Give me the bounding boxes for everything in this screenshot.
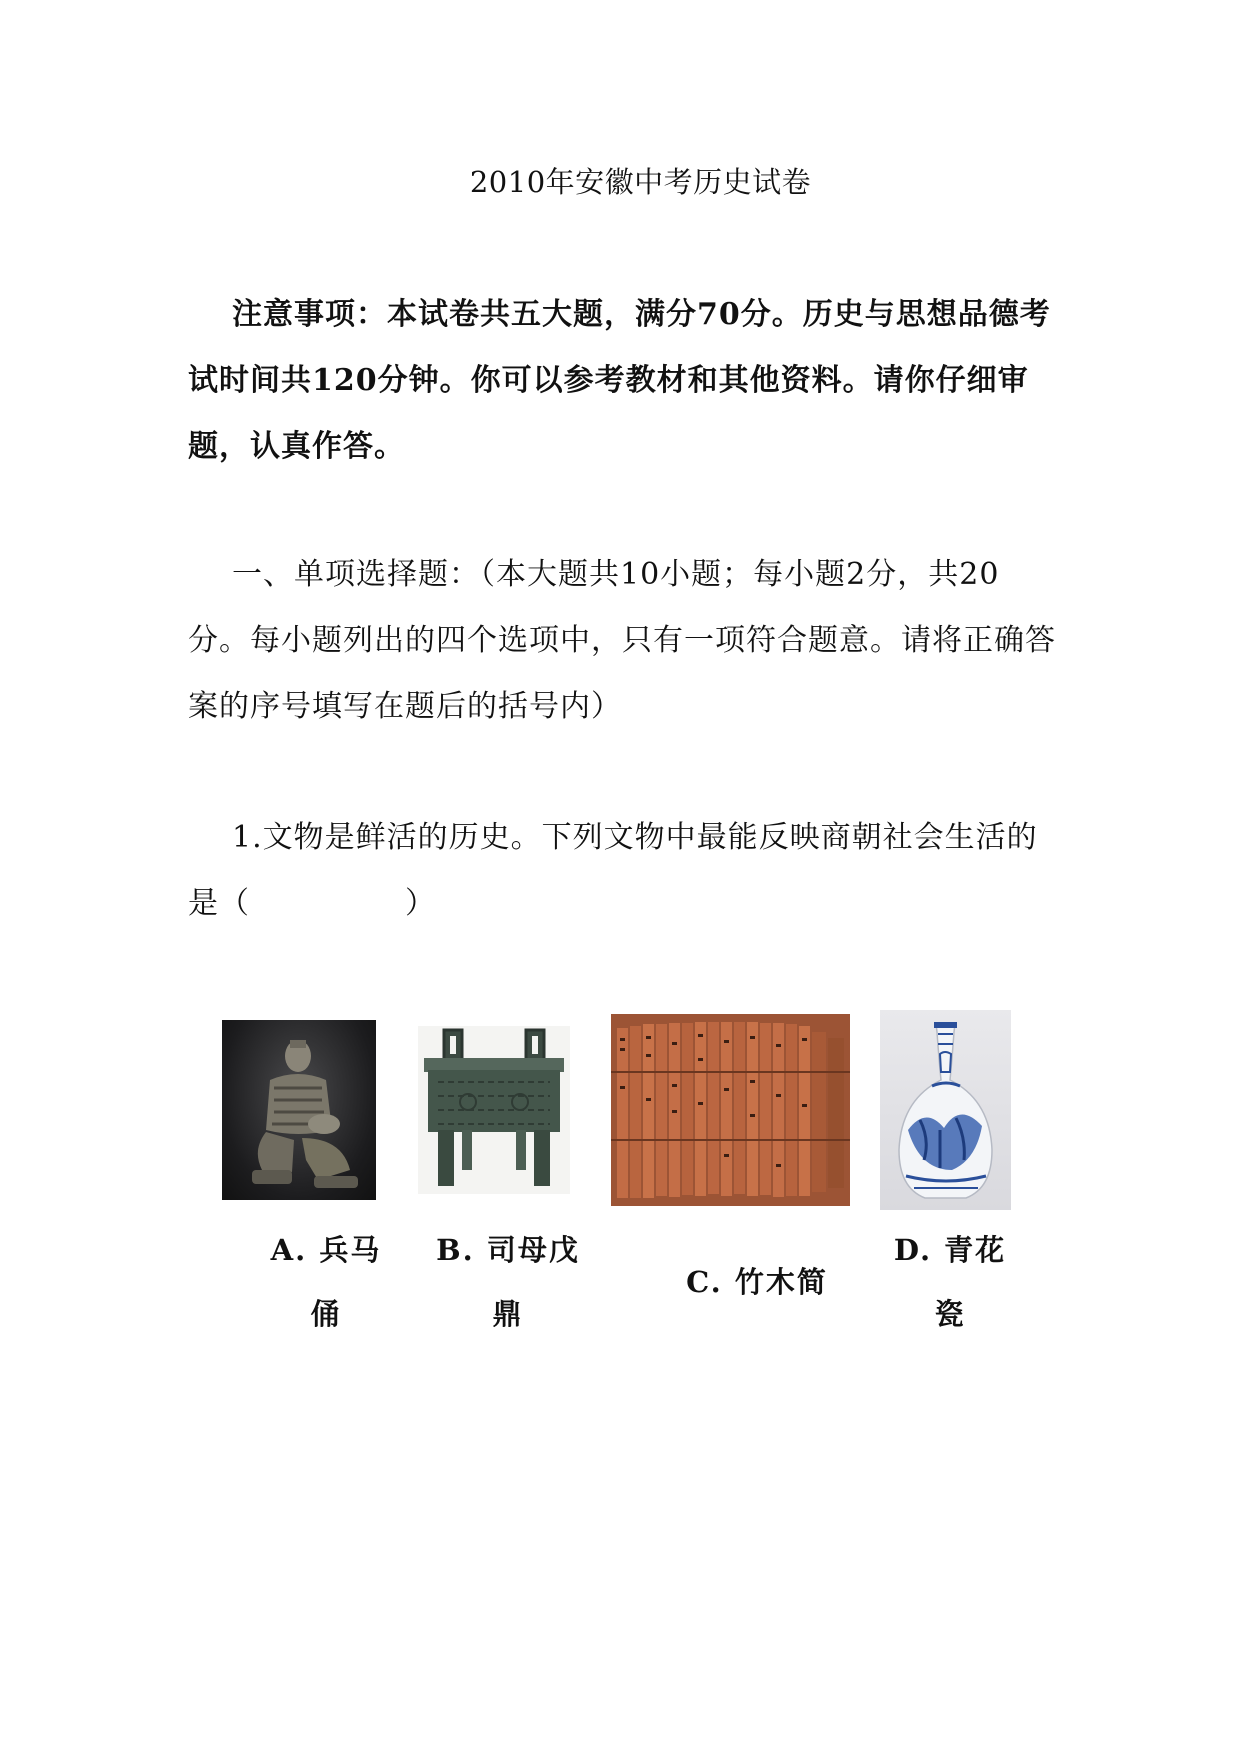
porcelain-vase-icon bbox=[880, 1010, 1011, 1210]
notice-paragraph: 注意事项：本试卷共五大题，满分70分。历史与思想品德考试时间共120分钟。你可以参考教材和其他资料。请你仔细审题，认真作答。 bbox=[188, 297, 1051, 464]
porcelain-vase-image bbox=[880, 1010, 1011, 1210]
page-title: 2010年安徽中考历史试卷 bbox=[469, 165, 812, 199]
bamboo-slips-icon bbox=[611, 1014, 850, 1206]
bronze-ding-image bbox=[418, 1026, 570, 1194]
section-header: 一、单项选择题：（本大题共10小题；每小题2分，共20分。每小题列出的四个选项中，只有一项符合题意。请将正确答案的序号填写在题后的括号内） bbox=[188, 557, 1056, 724]
bamboo-slips-image bbox=[611, 1014, 850, 1206]
option-a-label: A. 兵马 俑 bbox=[270, 1233, 382, 1331]
bronze-ding-icon bbox=[418, 1026, 570, 1194]
question-1-text: 1.文物是鲜活的历史。下列文物中最能反映商朝社会生活的是（ ） bbox=[188, 820, 1038, 921]
option-b-label: B. 司母戊 鼎 bbox=[436, 1233, 580, 1331]
option-c-label: C. 竹木简 bbox=[686, 1265, 828, 1299]
terracotta-warrior-icon bbox=[222, 1020, 376, 1200]
terracotta-warrior-image bbox=[222, 1020, 376, 1200]
option-d-label: D. 青花 瓷 bbox=[893, 1233, 1007, 1331]
